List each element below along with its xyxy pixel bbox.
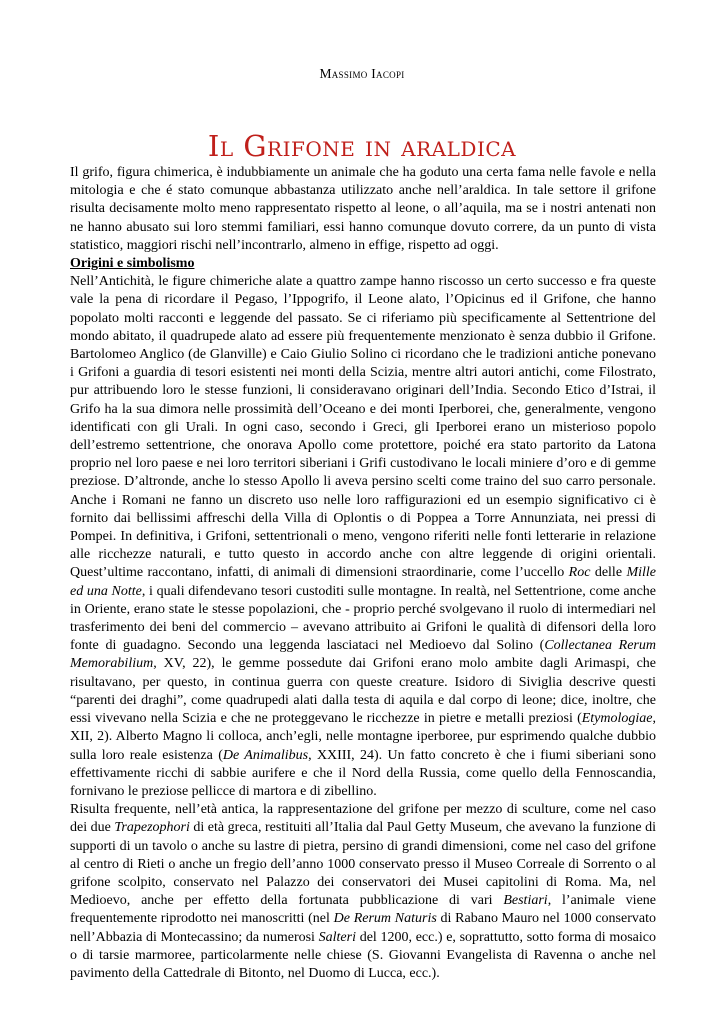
section-heading: Origini e simbolismo [70, 256, 195, 272]
text-run: delle [590, 565, 627, 581]
text-run: , l’animale viene frequentemente riprodotto nei manoscritti (nel [70, 893, 657, 927]
italic-title: De Rerum Naturis [333, 911, 437, 927]
text-run: Nell’Antichità, le figure chimeriche alate a quattro zampe hanno riscosso un certo successo e fra queste vale la pena di ricordare il Pegaso, l’Ippogrifo, il Leone alato, l’Opicinus ed il Grifone, che hanno popolato molti racconti e leggende del passato. Se ci riferiamo più specificamente al Settentrione del mondo abitato, il quadrupede alato ad essere più frequentemente menzionato è senza dubbio il Grifone. Bartolomeo Anglico (de Glanville) e Caio Giulio Solino ci ricordano che le tradizioni antiche ponevano i Grifoni a guardia di tesori esistenti nei monti della Scizia, mentre altri autori antichi, come Filostrato, pur attribuendo loro le stesse funzioni, li consideravano originari dell’India. Secondo Etico d’Istrai, il Grifo ha la sua dimora nelle prossimità dell’Oceano e dei monti Iperborei, che, generalmente, vengono identificati con gli Urali. In ogni caso, secondo i Greci, gli Iperborei erano un misterioso popolo dell’estremo settentrione, che onorava Apollo come protettore, poiché era stato partorito da Latona proprio nel loro paese e nei loro territori siberiani i Grifi custodivano le locali miniere d’oro e di gemme preziose. D’altronde, anche lo stesso Apollo li aveva persino scelti come traino del suo carro personale. Anche i Romani ne fanno un discreto uso nelle loro raffigurazioni ed un esempio significativo ci è fornito dai bellissimi affreschi della Villa di Oplontis o di Poppea a Torre Annunziata, nei pressi di Pompei. In definitiva, i Grifoni, settentrionali o meno, vengono riferiti nelle fonti letterarie in relazione alle ricchezze naturali, e tutto questo in accordo anche con altre leggende di origini orientali. Quest’ultime raccontano, infatti, di animali di dimensioni straordinarie, come l’uccello [70, 274, 656, 581]
author-name: Massimo Iacopi [319, 66, 405, 81]
text-run: di età greca, restituiti all’Italia dal Paul Getty Museum, che avevano la funzione di supporti di un tavolo o anche su lastre di pietra, persino di grandi dimensioni, come nel caso del grifone al centro di Rieti o anche un fregio dell’anno 1000 conservato presso il Museo Correale di Sorrento o al grifone scolpito, conservato nel Palazzo dei conservatori dei Musei capitolini di Roma. Ma, nel Medioevo, anche per effetto della fortunata pubblicazione di vari [70, 820, 656, 909]
paragraph-sculptures [70, 801, 656, 983]
italic-term: Bestiari [503, 893, 548, 909]
text-run: , XV, 22), le gemme possedute dai Grifoni erano molo ambite dagli Arimaspi, che risultavano, per questo, in continua guerra con queste creature. Isidoro di Siviglia descrive questi “parenti dei draghi”, come quadrupedi alati dalla testa di aquila e dal corpo di leone; dice, inoltre, che essi vivevano nella Scizia e che ne proteggevano le ricchezze in pietre e metalli preziosi ( [70, 656, 656, 727]
text-run: di Rabano Mauro nel 1000 conservato nell’Abbazia di Montecassino; da numerosi [70, 911, 656, 945]
article-body [70, 164, 656, 983]
text-run: , i quali difendevano tesori custoditi sulle montagne. In realtà, nel Settentrione, come anche in Oriente, erano state le stesse popolazioni, che - proprio perché svolgevano il ruolo di intermediari nel trasferimento dei beni del commercio – avevano attribuito ai Grifoni le qualità di difensori della loro fonte di guadagno. Secondo una leggenda lasciataci nel Medioevo dal Solino ( [70, 583, 656, 654]
italic-term: Trapezophori [114, 820, 190, 836]
italic-title: Etymologiae [581, 711, 653, 727]
italic-term: Salteri [318, 929, 356, 945]
italic-title: De Animalibus [222, 747, 309, 763]
text-run: , XXIII, 24). Un fatto concreto è che i fiumi siberiani sono effettivamente ricchi di sabbie aurifere e che il Nord della Russia, come quello della Fennoscandia, fornivano le preziose pellicce di martora e di zibellino. [70, 747, 656, 799]
italic-title: Collectanea Rerum Memorabilium [70, 638, 656, 672]
text-run: Risulta frequente, nell’età antica, la rappresentazione del grifone per mezzo di sculture, come nel caso dei due [70, 802, 656, 836]
intro-paragraph: Il grifo, figura chimerica, è indubbiamente un animale che ha goduto una certa fama nelle favole e nella mitologia e che é stato comunque abbastanza utilizzato anche nell’araldica. In tale settore il grifone risulta decisamente molto meno rappresentato rispetto al leone, o all’aquila, ma se i nostri antenati non ne hanno abusato sui loro stemmi familiari, essi hanno comunque dovuto correre, da un punto di vista statistico, maggiori rischi nell’incontrarlo, almeno in effige, rispetto ad oggi. [70, 165, 656, 253]
text-run: , XII, 2). Alberto Magno li colloca, anch’egli, nelle montagne iperboree, pur esprimendo qualche dubbio sulla loro reale esistenza ( [70, 711, 656, 763]
italic-term: Roc [568, 565, 591, 581]
page-title: Il Grifone in araldica [207, 129, 517, 164]
paragraph-origins [70, 273, 656, 801]
text-run: del 1200, ecc.) e, soprattutto, sotto forma di mosaico o di tarsie marmoree, particolarmente nelle chiese (S. Giovanni Evangelista di Ravenna o anche nel pavimento della Cattedrale di Bitonto, nel Duomo di Lucca, ecc.). [70, 929, 656, 981]
italic-title: Mille ed una Notte [70, 565, 656, 599]
